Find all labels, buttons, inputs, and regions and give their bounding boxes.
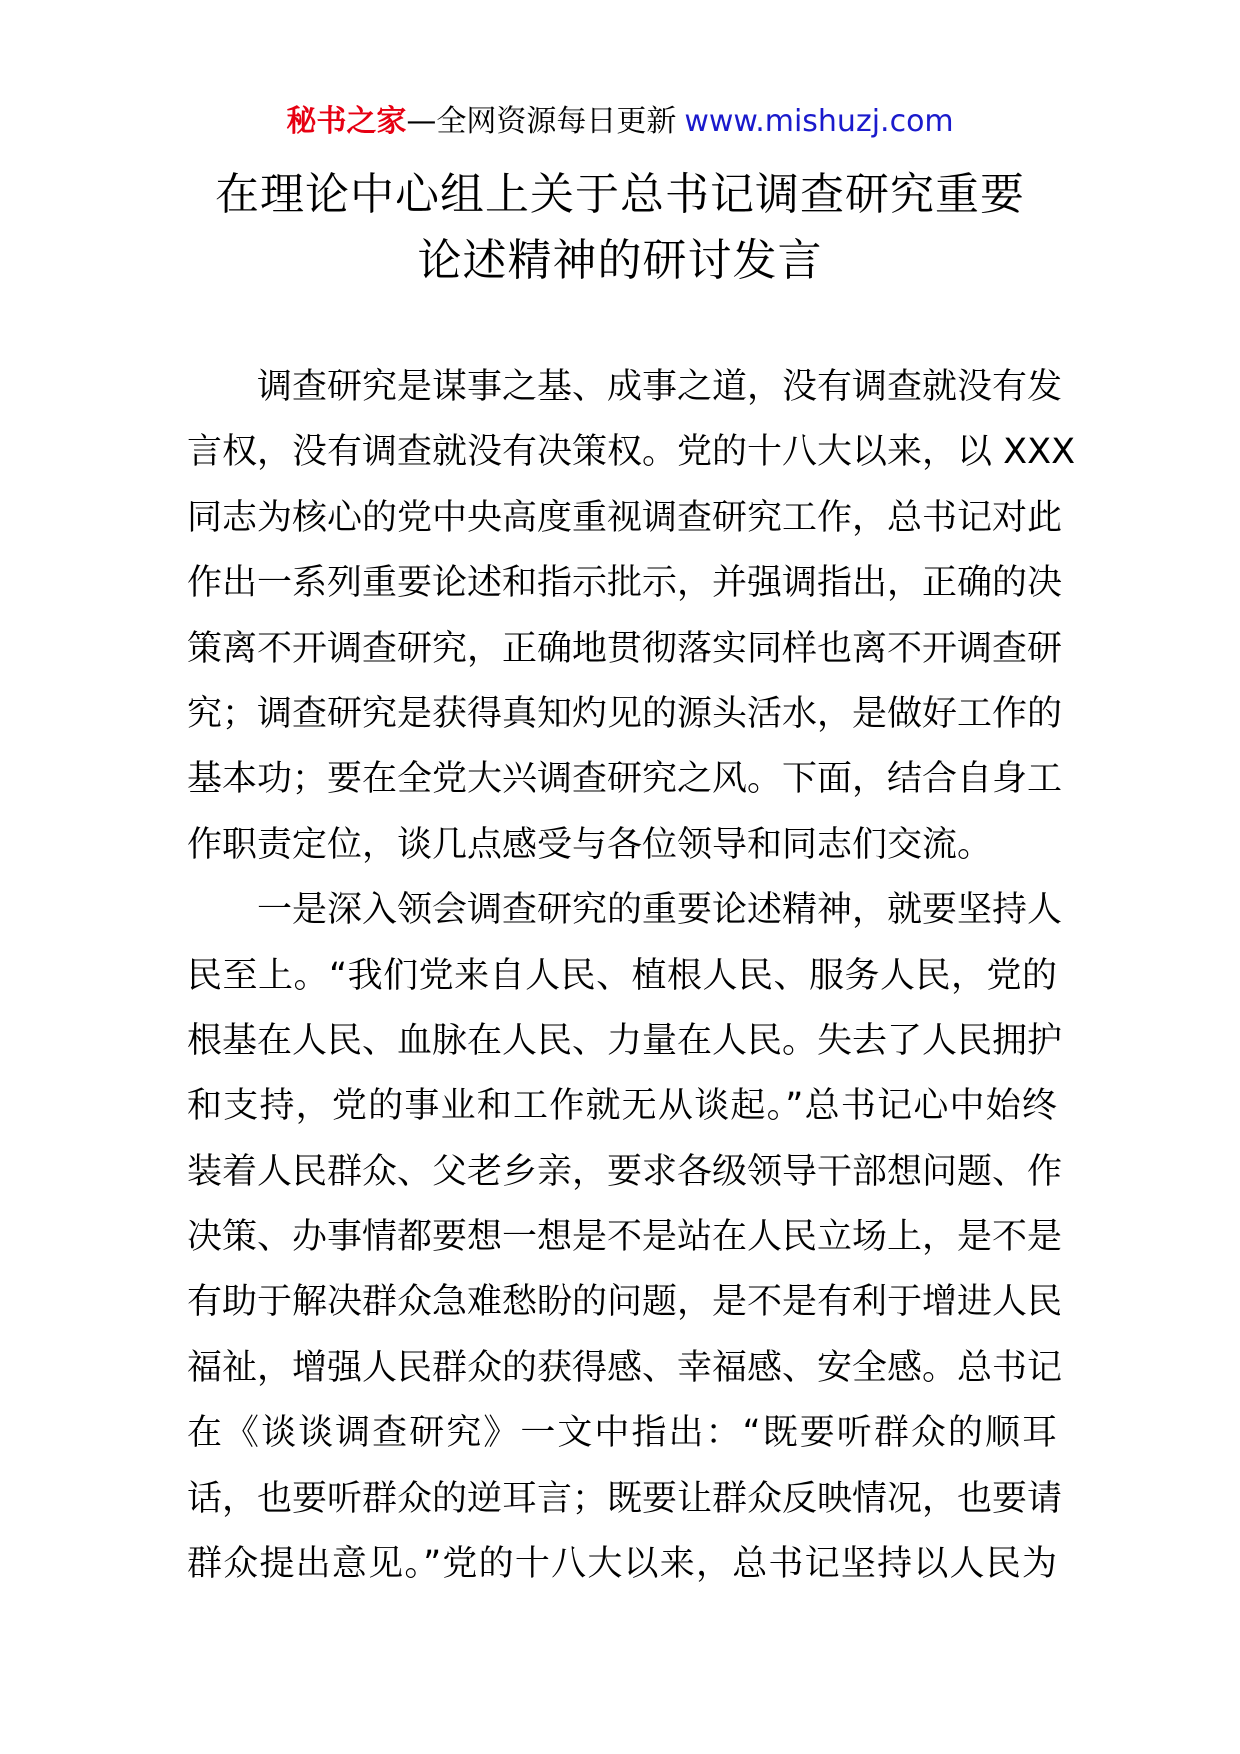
text-line: 群众提出意见。”党的十八大以来，总书记坚持以人民为 xyxy=(187,1544,1057,1585)
brand-name: 秘书之家 xyxy=(286,104,407,139)
text-line: 言权，没有调查就没有决策权。党的十八大以来，以 XXX xyxy=(187,432,1076,473)
title-line-2: 论述精神的研讨发言 xyxy=(417,235,823,286)
text-line: 决策、办事情都要想一想是不是站在人民立场上，是不是 xyxy=(187,1217,1063,1258)
text-line: 装着人民群众、父老乡亲，要求各级领导干部想问题、作 xyxy=(187,1151,1063,1192)
text-line: 民至上。“我们党来自人民、植根人民、服务人民，党的 xyxy=(187,955,1057,996)
site-url-link[interactable]: www.mishuzj.com xyxy=(684,104,954,139)
text-line: 在《谈谈调查研究》一文中指出：“既要听群众的顺耳 xyxy=(187,1413,1057,1454)
text-line: 同志为核心的党中央高度重视调查研究工作，总书记对此 xyxy=(187,497,1063,538)
text-line: 基本功；要在全党大兴调查研究之风。下面，结合自身工 xyxy=(187,759,1063,800)
header-tagline: —全网资源每日更新 xyxy=(406,104,677,139)
text-line: 究；调查研究是获得真知灼见的源头活水，是做好工作的 xyxy=(187,693,1063,734)
document-body xyxy=(187,355,1076,1597)
text-line: 策离不开调查研究，正确地贯彻落实同样也离不开调查研 xyxy=(187,628,1063,669)
site-header xyxy=(0,100,1240,144)
text-line: 作职责定位，谈几点感受与各位领导和同志们交流。 xyxy=(187,824,993,865)
title-line-1: 在理论中心组上关于总书记调查研究重要 xyxy=(215,169,1025,220)
text-line: 话，也要听群众的逆耳言；既要让群众反映情况，也要请 xyxy=(187,1478,1063,1519)
text-line: 作出一系列重要论述和指示批示，并强调指出，正确的决 xyxy=(187,563,1063,604)
document-title xyxy=(120,162,1120,294)
text-line: 调查研究是谋事之基、成事之道，没有调查就没有发 xyxy=(257,367,1063,407)
text-line: 根基在人民、血脉在人民、力量在人民。失去了人民拥护 xyxy=(187,1020,1063,1061)
text-line: 和支持，党的事业和工作就无从谈起。”总书记心中始终 xyxy=(187,1086,1057,1127)
text-line: 福祉，增强人民群众的获得感、幸福感、安全感。总书记 xyxy=(187,1347,1063,1388)
text-line: 一是深入领会调查研究的重要论述精神，就要坚持人 xyxy=(257,890,1063,931)
text-line: 有助于解决群众急难愁盼的问题，是不是有利于增进人民 xyxy=(187,1282,1063,1323)
